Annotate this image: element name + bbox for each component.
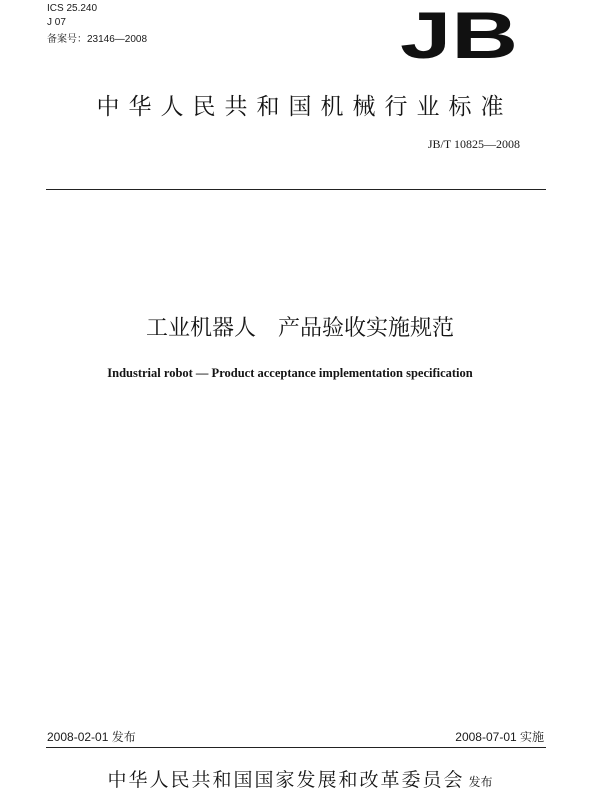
footer-divider (46, 747, 546, 748)
ccs-code: J 07 (47, 17, 66, 28)
jb-logo (398, 2, 520, 64)
jb-logo-text: JB (400, 2, 518, 64)
standard-number: JB/T 10825—2008 (427, 137, 520, 151)
chinese-title: 工业机器人 产品验收实施规范 (145, 316, 454, 341)
issue-date: 2008-02-01 发布 (47, 730, 136, 744)
record-number: 备案号：23146—2008 (47, 34, 148, 45)
issue-label: 发布 (468, 775, 493, 789)
header-divider (46, 189, 546, 190)
issuer-line (0, 765, 600, 792)
industry-standard-title: 中华人民共和国机械行业标准 (96, 94, 513, 120)
implementation-date: 2008-07-01 实施 (455, 730, 544, 744)
ics-code: ICS 25.240 (47, 3, 98, 14)
english-title: Industrial robot — Product acceptance implementation specification (107, 366, 473, 380)
issuer-name: 中华人民共和国国家发展和改革委员会 (107, 769, 465, 791)
